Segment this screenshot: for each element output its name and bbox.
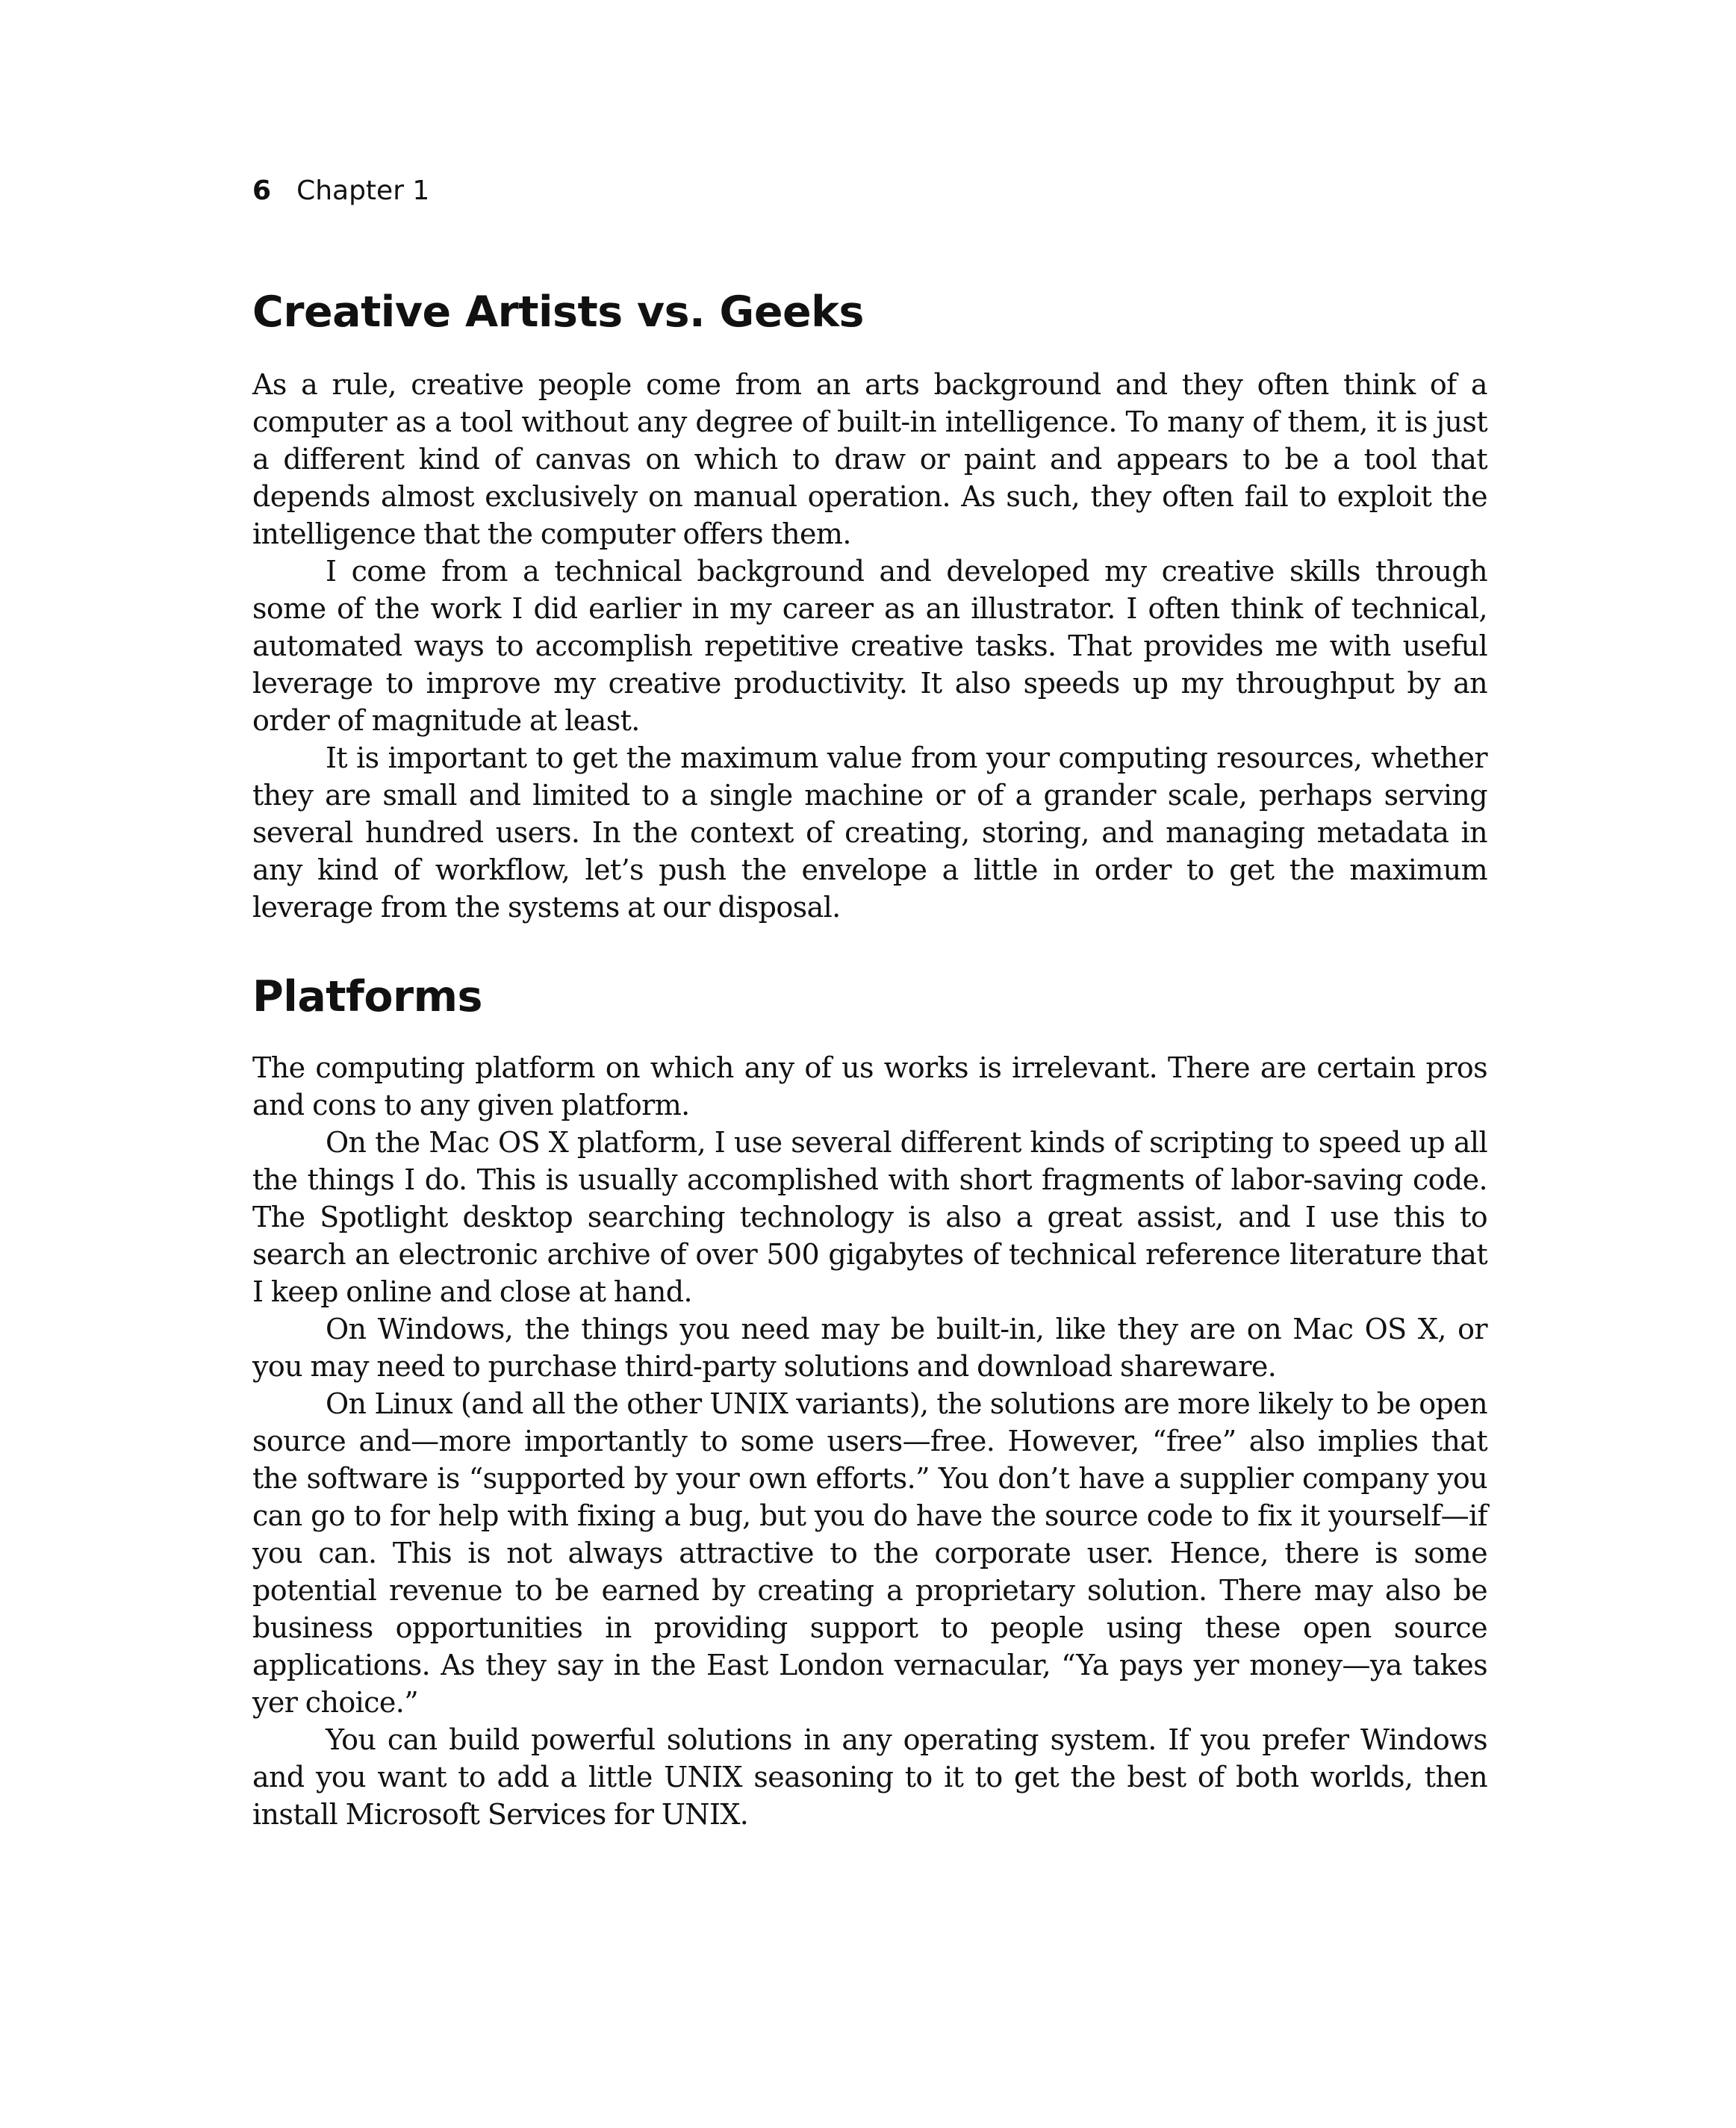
paragraph: The computing platform on which any of us works is irrelevant. There are certain pros and cons to any given platform. [252,1051,1487,1121]
paragraph: You can build powerful solutions in any operating system. If you prefer Windows and you want to add a little UNIX seasoning to it to get the best of both worlds, then install Microsoft Services for UNIX. [252,1723,1487,1831]
section-heading-platforms: Platforms [252,972,482,1021]
paragraph: I come from a technical background and developed my creative skills through some of the work I did earlier in my career as an illustrator. I often think of technical, automated ways to accomplish repetitive creative tasks. That provides me with useful leverage to improve my creative productivity. It also speeds up my throughput by an order of magnitude at least. [252,555,1487,737]
paragraph: On the Mac OS X platform, I use several different kinds of scripting to speed up all the things I do. This is usually accomplished with short fragments of labor-saving code. The Spotlight desktop searching technology is also a great assist, and I use this to search an electronic archive of over 500 gigabytes of technical reference literature that I keep online and close at hand. [252,1126,1487,1308]
chapter-label: Chapter 1 [296,175,430,206]
section-heading-creative-artists: Creative Artists vs. Geeks [252,287,864,337]
running-head [252,173,429,209]
paragraph: It is important to get the maximum value from your computing resources, whether they are small and limited to a single machine or of a grander scale, perhaps serving several hundred users. In the context of creating, storing, and managing metadata in any kind of workflow, let’s push the envelope a little in order to get the maximum leverage from the systems at our disposal. [252,741,1487,924]
paragraph: As a rule, creative people come from an arts background and they often think of a computer as a tool without any degree of built-in intelligence. To many of them, it is just a different kind of canvas on which to draw or paint and appears to be a tool that depends almost exclusively on manual operation. As such, they often fail to exploit the intelligence that the computer offers them. [252,368,1487,550]
page-number: 6 [252,175,272,206]
paragraph: On Windows, the things you need may be built-in, like they are on Mac OS X, or you may need to purchase third-party solutions and download shareware. [252,1313,1487,1383]
section-body-platforms [252,1049,1487,1833]
section-body-creative-artists [252,366,1487,926]
paragraph: On Linux (and all the other UNIX variants), the solutions are more likely to be open source and—more importantly to some users—free. However, “free” also implies that the software is “supported by your own efforts.” You don’t have a supplier company you can go to for help with fixing a bug, but you do have the source code to fix it yourself—if you can. This is not always attractive to the corporate user. Hence, there is some potential revenue to be earned by creating a proprietary solution. There may also be business opportunities in providing support to people using these open source applications. As they say in the East London vernacular, “Ya pays yer money—ya takes yer choice.” [252,1387,1487,1719]
